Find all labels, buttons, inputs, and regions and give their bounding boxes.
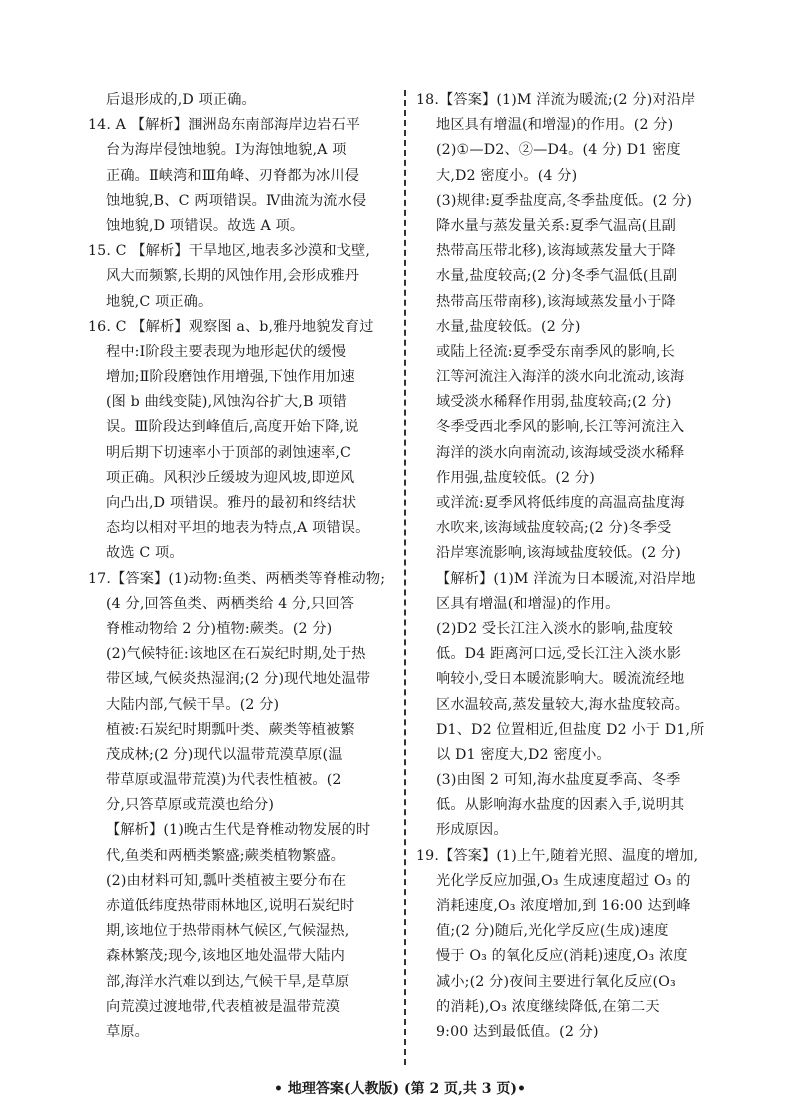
text-line: 16. C 【解析】观察图 a、b,雅丹地貌发育过 <box>88 318 374 335</box>
text-line: (3)规律:夏季盐度高,冬季盐度低。(2 分) <box>436 192 693 209</box>
text-line: 或洋流:夏季风将低纬度的高温高盐度海 <box>436 495 685 511</box>
left-column <box>88 88 410 1045</box>
text-line: 风大而频繁,长期的风蚀作用,会形成雅丹 <box>106 268 360 285</box>
text-line: 部,海洋水汽难以到达,气候干旱,是草原 <box>106 973 350 990</box>
text-line: 误。Ⅲ阶段达到峰值后,高度开始下降,说 <box>106 419 359 436</box>
text-line: 17.【答案】(1)动物:鱼类、两栖类等脊椎动物; <box>88 570 386 587</box>
text-line: 消耗速度,O₃ 浓度增加,到 16:00 达到峰 <box>436 898 691 914</box>
text-line: 分,只答草原或荒漠也给分) <box>106 797 275 814</box>
text-line: 光化学反应加强,O₃ 生成速度超过 O₃ 的 <box>436 872 691 889</box>
text-line: 域受淡水稀释作用弱,盐度较高;(2 分) <box>436 394 672 411</box>
text-line: 区水温较高,蒸发量较大,海水盐度较高。 <box>436 696 690 713</box>
text-line: 慢于 O₃ 的氧化反应(消耗)速度,O₃ 浓度 <box>436 948 688 965</box>
text-line: 程中:Ⅰ阶段主要表现为地形起伏的缓慢 <box>106 343 347 360</box>
text-line: 故选 C 项。 <box>106 545 184 562</box>
text-line: 19.【答案】(1)上午,随着光照、温度的增加, <box>416 847 699 864</box>
text-line: 水吹来,该海域盐度较高;(2 分)冬季受 <box>436 520 672 537</box>
text-line: 热带高压带南移),该海域蒸发量小于降 <box>436 293 676 310</box>
text-line: 后退形成的,D 项正确。 <box>106 92 256 108</box>
text-line: 14. A 【解析】涠洲岛东南部海岸边岩石平 <box>88 117 361 134</box>
text-line: 的消耗),O₃ 浓度继续降低,在第二天 <box>436 998 660 1015</box>
text-line: 向凸出,D 项错误。雅丹的最初和终结状 <box>106 495 357 511</box>
text-line: 带区域,气候炎热湿润;(2 分)现代地处温带 <box>106 671 371 688</box>
text-line: 降水量与蒸发量关系:夏季气温高(且副 <box>436 217 677 234</box>
text-line: 【解析】(1)M 洋流为日本暖流,对沿岸地 <box>436 570 696 587</box>
text-line: 森林繁茂;现今,该地区地处温带大陆内 <box>106 948 345 965</box>
text-line: (2)气候特征:该地区在石炭纪时期,处于热 <box>106 646 366 663</box>
text-line: 脊椎动物给 2 分)植物:蕨类。(2 分) <box>106 620 333 637</box>
text-line: 沿岸寒流影响,该海域盐度较低。(2 分) <box>436 545 681 562</box>
text-line: 或陆上径流:夏季受东南季风的影响,长 <box>436 343 675 360</box>
text-line: 形成原因。 <box>436 822 508 839</box>
text-line: 9:00 达到最低值。(2 分) <box>436 1023 599 1040</box>
text-line: 带草原或温带荒漠)为代表性植被。(2 <box>106 772 342 789</box>
text-line: 大陆内部,气候干旱。(2 分) <box>106 696 280 713</box>
text-line: D1、D2 位置相近,但盐度 D2 小于 D1,所 <box>436 721 705 738</box>
column-divider <box>404 90 406 1065</box>
text-line: 正确。Ⅱ峡湾和Ⅲ角峰、刃脊都为冰川侵 <box>106 167 360 184</box>
text-line: (2)D2 受长江注入淡水的影响,盐度较 <box>436 620 673 637</box>
text-line: 地区具有增温(和增湿)的作用。(2 分) <box>436 117 674 134</box>
text-line: (2)由材料可知,瓢叶类植被主要分布在 <box>106 872 347 889</box>
text-line: (3)由图 2 可知,海水盐度夏季高、冬季 <box>436 772 681 789</box>
text-line: 冬季受西北季风的影响,长江等河流注入 <box>436 419 685 436</box>
text-line: 草原。 <box>106 1023 150 1040</box>
text-line: (2)①—D2、②—D4。(4 分) D1 密度 <box>436 142 681 159</box>
page-footer: • 地理答案(人教版) (第 2 页,共 3 页)• <box>274 1081 526 1097</box>
text-line: 18.【答案】(1)M 洋流为暖流;(2 分)对沿岸 <box>416 92 696 108</box>
text-line: 态均以相对平坦的地表为特点,A 项错误。 <box>106 520 370 537</box>
text-line: 响较小,受日本暖流影响大。暖流流经地 <box>436 671 685 688</box>
text-line: 水量,盐度较低。(2 分) <box>436 318 581 335</box>
text-line: 大,D2 密度小。(4 分) <box>436 167 578 184</box>
text-line: 代,鱼类和两栖类繁盛;蕨类植物繁盛。 <box>106 847 345 864</box>
text-line: 低。D4 距离河口远,受长江注入淡水影 <box>436 646 682 663</box>
text-line: 作用强,盐度较低。(2 分) <box>436 469 595 486</box>
text-line: 茂成林;(2 分)现代以温带荒漠草原(温 <box>106 746 343 763</box>
text-line: 植被:石炭纪时期瓢叶类、蕨类等植被繁 <box>106 721 355 738</box>
text-line: 以 D1 密度大,D2 密度小。 <box>436 746 611 763</box>
text-line: 热带高压带北移),该海域蒸发量大于降 <box>436 243 676 260</box>
text-line: 地貌,C 项正确。 <box>106 293 213 310</box>
text-line: 向荒漠过渡地带,代表植被是温带荒漠 <box>106 998 341 1015</box>
text-line: 期,该地位于热带雨林气候区,气候湿热, <box>106 923 350 940</box>
text-line: 项正确。风积沙丘缓坡为迎风坡,即逆风 <box>106 469 355 486</box>
text-line: 赤道低纬度热带雨林地区,说明石炭纪时 <box>106 898 355 914</box>
text-line: 增加;Ⅱ阶段磨蚀作用增强,下蚀作用加速 <box>106 369 355 386</box>
text-line: 低。从影响海水盐度的因素入手,说明其 <box>436 797 685 814</box>
text-line: 明后期下切速率小于顶部的剥蚀速率,C <box>106 444 352 461</box>
text-line: 蚀地貌,B、C 两项错误。Ⅳ曲流为流水侵 <box>106 192 367 209</box>
text-line: 15. C 【解析】干旱地区,地表多沙漠和戈壁, <box>88 243 371 260</box>
text-line: 水量,盐度较高;(2 分)冬季气温低(且副 <box>436 268 678 285</box>
right-column <box>416 88 738 1045</box>
text-line: 海洋的淡水向南流动,该海域受淡水稀释 <box>436 444 685 461</box>
text-line: 减小;(2 分)夜间主要进行氧化反应(O₃ <box>436 973 676 990</box>
text-line: (4 分,回答鱼类、两栖类给 4 分,只回答 <box>106 595 355 612</box>
text-line: 江等河流注入海洋的淡水向北流动,该海 <box>436 369 685 386</box>
text-line: 区具有增温(和增湿)的作用。 <box>436 595 620 612</box>
text-line: (图 b 曲线变陡),风蚀沟谷扩大,B 项错 <box>106 394 347 411</box>
text-line: 蚀地貌,D 项错误。故选 A 项。 <box>106 217 305 234</box>
text-line: 【解析】(1)晚古生代是脊椎动物发展的时 <box>106 822 371 839</box>
text-line: 值;(2 分)随后,光化学反应(生成)速度 <box>436 923 669 940</box>
text-line: 台为海岸侵蚀地貌。Ⅰ为海蚀地貌,A 项 <box>106 142 347 159</box>
